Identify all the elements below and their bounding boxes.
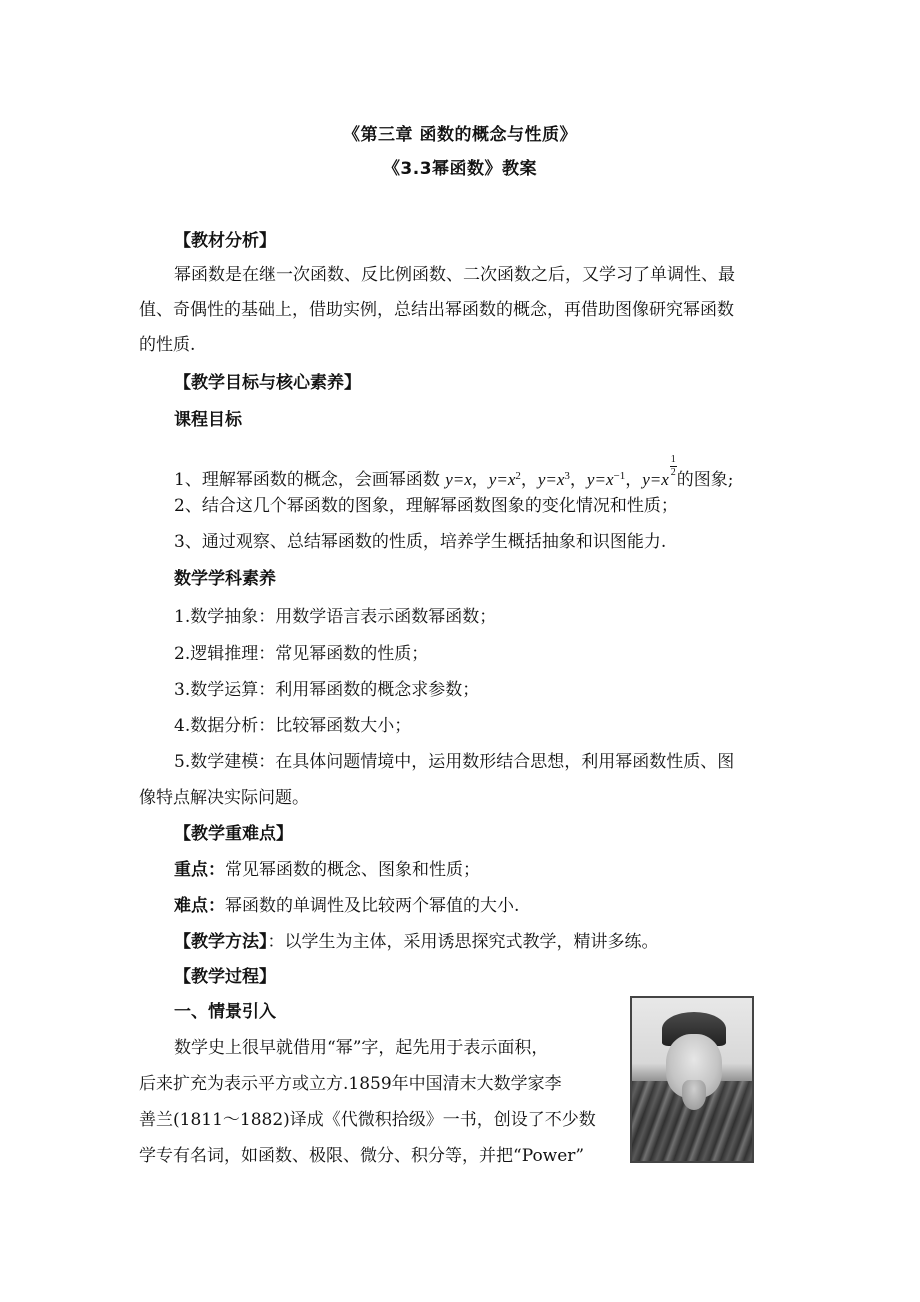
teaching-method	[174, 930, 659, 954]
analysis-para-line-2: 值、奇偶性的基础上，借助实例，总结出幂函数的概念，再借助图像研究幂函数	[139, 300, 734, 320]
sub-heading-scenario: 一、情景引入	[174, 1002, 276, 1022]
heading-method: 【教学方法】	[174, 932, 268, 952]
course-goals-label: 课程目标	[174, 410, 242, 430]
goal-1-suffix: 的图象;	[676, 470, 734, 490]
separator: ，	[625, 470, 643, 490]
lesson-title: 《3.3幂函数》教案	[382, 159, 538, 179]
formula-y-x-inverse: $y=x^{-1}$	[586, 470, 626, 489]
literacy-item-1: 1.数学抽象：用数学语言表示函数幂函数；	[174, 607, 497, 627]
difficult-point-label: 难点：	[174, 896, 225, 916]
portrait-image	[630, 996, 754, 1163]
key-point-label: 重点：	[174, 860, 225, 880]
goal-1-prefix: 1、理解幂函数的概念，会画幂函数	[174, 470, 446, 490]
formula-y-x3: $y=x^3$	[537, 470, 570, 489]
formula-y-x: y=x	[445, 470, 472, 489]
literacy-item-2: 2.逻辑推理：常见幂函数的性质；	[174, 644, 429, 664]
process-line-1: 数学史上很早就借用“幂”字，起先用于表示面积，	[174, 1038, 549, 1058]
key-point	[174, 858, 480, 882]
heading-process: 【教学过程】	[174, 967, 276, 987]
goal-1	[174, 455, 734, 492]
chapter-title: 《第三章 函数的概念与性质》	[343, 125, 577, 145]
process-line-2: 后来扩充为表示平方或立方.1859年中国清末大数学家李	[139, 1074, 562, 1094]
heading-objectives: 【教学目标与核心素养】	[174, 373, 361, 393]
heading-key-points: 【教学重难点】	[174, 824, 293, 844]
heading-textbook-analysis: 【教材分析】	[174, 231, 276, 251]
literacy-item-5-cont: 像特点解决实际问题。	[139, 788, 309, 808]
literacy-item-5: 5.数学建模：在具体问题情境中，运用数形结合思想，利用幂函数性质、图	[174, 752, 735, 772]
method-text: ：以学生为主体，采用诱思探究式教学，精讲多练。	[267, 932, 659, 952]
literacy-item-3: 3.数学运算：利用幂函数的概念求参数；	[174, 680, 480, 700]
difficult-point-text: 幂函数的单调性及比较两个幂值的大小.	[225, 896, 520, 916]
process-line-4: 学专有名词，如函数、极限、微分、积分等，并把“Power”	[139, 1146, 585, 1166]
formula-y-x2: $y=x^2$	[488, 470, 521, 489]
goal-2: 2、结合这几个幂函数的图象，理解幂函数图象的变化情况和性质；	[174, 496, 678, 516]
formula-y-x-half: y=x $\frac{1}{2}$	[642, 454, 676, 489]
separator: ，	[569, 470, 587, 490]
portrait-beard	[682, 1080, 706, 1110]
process-line-3: 善兰(1811～1882)译成《代微积拾级》一书，创设了不少数	[139, 1110, 596, 1130]
key-point-text: 常见幂函数的概念、图象和性质；	[225, 860, 480, 880]
separator: ，	[471, 470, 489, 490]
literacy-item-4: 4.数据分析：比较幂函数大小；	[174, 716, 412, 736]
analysis-para-line-3: 的性质.	[139, 335, 196, 355]
difficult-point	[174, 894, 519, 918]
analysis-para-line-1: 幂函数是在继一次函数、反比例函数、二次函数之后，又学习了单调性、最	[174, 265, 735, 285]
literacy-label: 数学学科素养	[174, 569, 276, 589]
goal-3: 3、通过观察、总结幂函数的性质，培养学生概括抽象和识图能力.	[174, 532, 667, 552]
separator: ，	[520, 470, 538, 490]
